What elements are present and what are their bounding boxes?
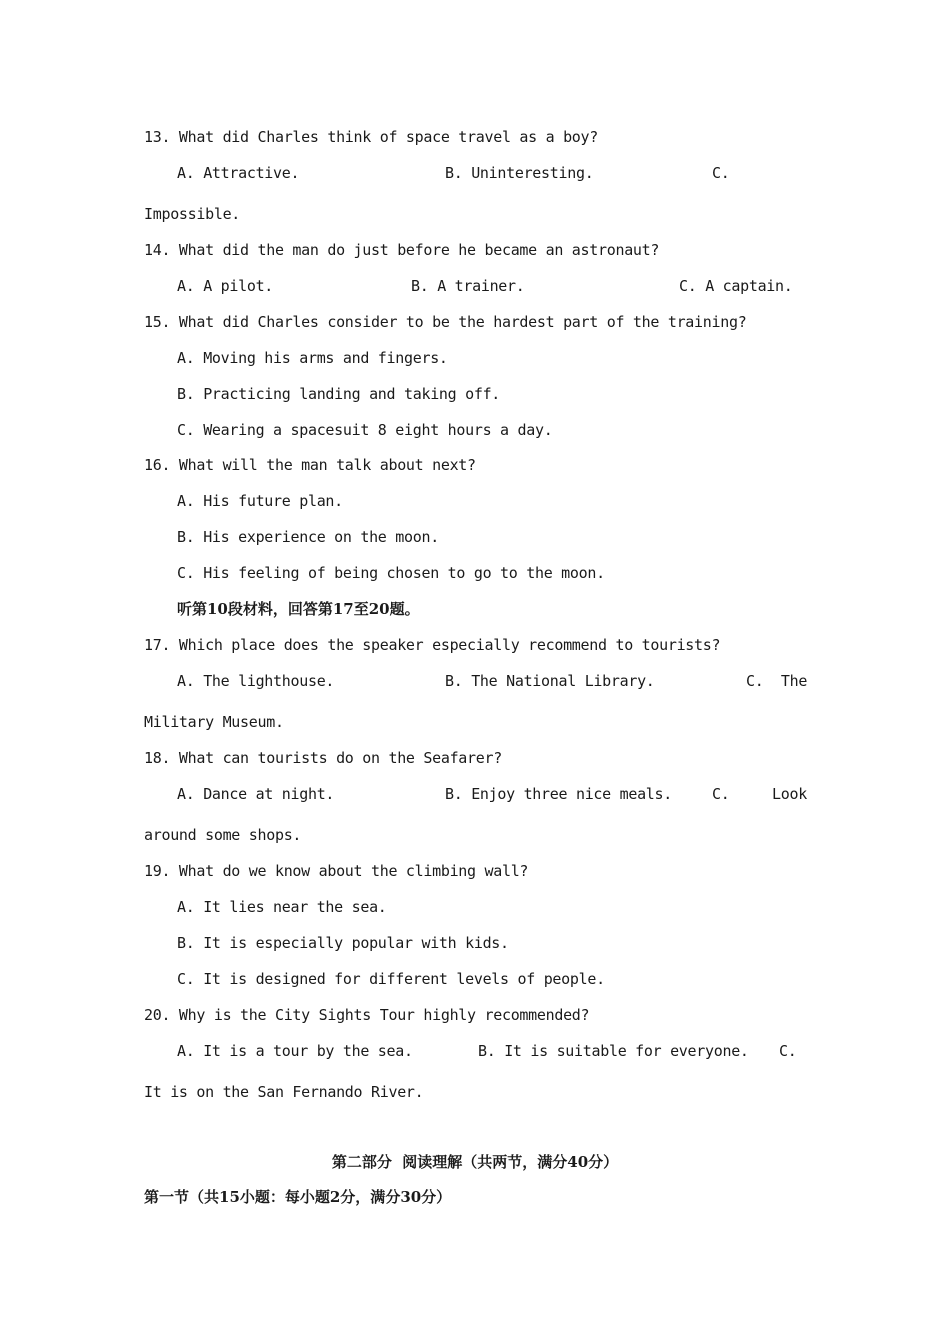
option-c: C. His feeling of being chosen to go to the moon. [177,564,605,582]
question-17: 17. Which place does the speaker especially recommend to tourists? [144,636,721,654]
options-13 [0,163,950,183]
question-15: 15. What did Charles consider to be the hardest part of the training? [144,313,747,331]
question-14: 14. What did the man do just before he became an astronaut? [144,241,660,259]
option-c: C. It is designed for different levels of people. [177,970,605,988]
option-a: A. His future plan. [177,492,343,510]
question-19: 19. What do we know about the climbing wall? [144,862,529,880]
option-c-continued: It is on the San Fernando River. [144,1083,424,1101]
question-16: 16. What will the man talk about next? [144,456,476,474]
section-heading: 听第10段材料，回答第17至20题。 [177,600,420,618]
options-17 [0,671,950,691]
options-18 [0,784,950,804]
option-b: B. His experience on the moon. [177,528,439,546]
option-a: A. Moving his arms and fingers. [177,349,448,367]
option-c: C. [712,164,730,182]
option-c-word: Look [772,785,807,803]
question-20: 20. Why is the City Sights Tour highly recommended? [144,1006,590,1024]
option-c: C. A captain. [679,277,793,295]
option-c: C. Wearing a spacesuit 8 eight hours a day. [177,421,553,439]
question-13: 13. What did Charles think of space travel as a boy? [144,128,599,146]
option-b: B. The National Library. [445,672,655,690]
option-a: A. A pilot. [177,277,274,295]
option-a: A. The lighthouse. [177,672,335,690]
option-c-continued: around some shops. [144,826,302,844]
question-18: 18. What can tourists do on the Seafarer? [144,749,502,767]
options-20 [0,1041,950,1061]
option-b: B. Practicing landing and taking off. [177,385,501,403]
option-b: B. Uninteresting. [445,164,594,182]
option-a: A. It is a tour by the sea. [177,1042,413,1060]
option-c: C. [712,785,730,803]
option-c-continued: Military Museum. [144,713,284,731]
option-b: B. It is especially popular with kids. [177,934,509,952]
option-b: B. A trainer. [411,277,525,295]
section-title: 第一节（共15小题：每小题2分，满分30分） [144,1188,452,1206]
option-c: C. The [746,672,808,690]
option-a: A. It lies near the sea. [177,898,387,916]
part-title: 第二部分 阅读理解（共两节，满分40分） [331,1153,619,1171]
option-b: B. Enjoy three nice meals. [445,785,673,803]
option-c-continued: Impossible. [144,205,241,223]
option-a: A. Attractive. [177,164,300,182]
option-c: C. [779,1042,797,1060]
option-b: B. It is suitable for everyone. [478,1042,749,1060]
option-a: A. Dance at night. [177,785,335,803]
options-14 [0,276,950,296]
